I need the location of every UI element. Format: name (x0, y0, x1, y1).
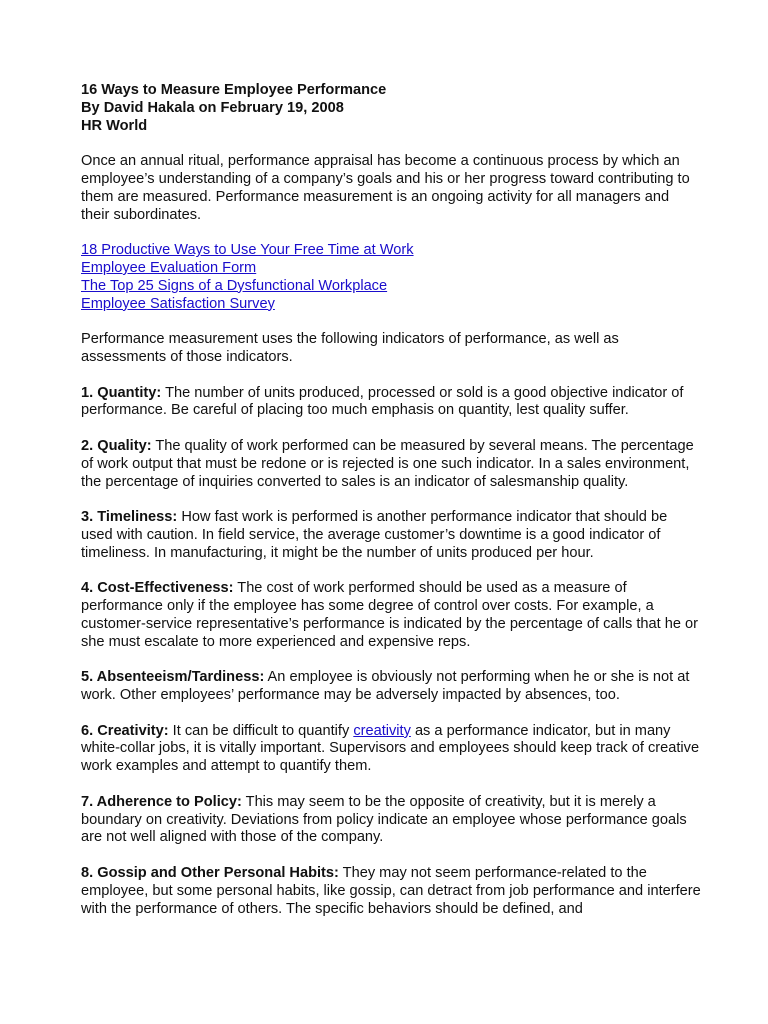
indicator-text: This may seem to be the opposite of creativity, but it is merely a boundary on creativity. Deviations from policy indicate an employee whose performance goals are not well aligned with those of the company. (81, 793, 687, 846)
indicator-text: The cost of work performed should be used as a measure of performance only if the employee has some degree of control over costs. For example, a customer-service representative’s performance is indicated by the percentage of calls that he or she must escalate to more experienced and expensive reps. (81, 580, 699, 650)
article-title: 16 Ways to Measure Employee Performance (81, 82, 387, 98)
indicator-title: 1. Quantity: (81, 384, 162, 401)
indicator-title: 4. Cost-Effectiveness: (81, 580, 234, 597)
link-employee-evaluation-form[interactable]: Employee Evaluation Form (81, 259, 257, 276)
link-dysfunctional-workplace[interactable]: The Top 25 Signs of a Dysfunctional Workplace (81, 277, 388, 294)
indicator-cost-effectiveness (81, 580, 701, 651)
indicator-title: 7. Adherence to Policy: (81, 793, 242, 810)
indicator-text: The number of units produced, processed or sold is a good objective indicator of performance. Be careful of placing too much emphasis on quantity, lest quality suffer. (81, 384, 684, 419)
indicator-absenteeism (81, 669, 701, 705)
indicator-timeliness (81, 509, 701, 562)
related-links (81, 242, 701, 313)
indicator-title: 5. Absenteeism/Tardiness: (81, 669, 265, 686)
indicator-creativity (81, 723, 701, 776)
indicator-title: 3. Timeliness: (81, 509, 178, 526)
intro-paragraph: Once an annual ritual, performance appraisal has become a continuous process by which an employee’s understanding of a company’s goals and his or her progress toward contributing to them are measured. Performance measurement is an ongoing activity for all managers and their subordinates. (81, 153, 690, 223)
indicator-text-after: as a performance indicator, but in many white-collar jobs, it is vitally important. Supervisors and employees should keep track of creative work examples and attempt to quantify them. (81, 722, 700, 775)
indicator-quantity (81, 385, 701, 421)
indicator-title: 8. Gossip and Other Personal Habits: (81, 865, 339, 882)
indicator-title: 6. Creativity: (81, 722, 169, 739)
indicator-gossip-habits (81, 865, 701, 918)
lead-in-paragraph: Performance measurement uses the following indicators of performance, as well as assessments of those indicators. (81, 331, 619, 365)
article-byline: By David Hakala on February 19, 2008 (81, 99, 344, 116)
indicator-quality (81, 438, 701, 491)
indicator-adherence-to-policy (81, 794, 701, 847)
indicator-title: 2. Quality: (81, 437, 152, 454)
article-source: HR World (81, 117, 148, 134)
indicator-text: The quality of work performed can be measured by several means. The percentage of work output that must be redone or is rejected is one such indicator. In a sales environment, the percentage of inquiries converted to sales is an indicator of salesmanship quality. (81, 437, 694, 490)
creativity-link[interactable]: creativity (353, 722, 411, 739)
indicator-text: They may not seem performance-related to the employee, but some personal habits, like gossip, can detract from job performance and interfere with the performance of others. The specific behaviors should be defined, and (81, 865, 701, 917)
indicator-text-before: It can be difficult to quantify (168, 722, 354, 739)
indicator-text: An employee is obviously not performing when he or she is not at work. Other employees’ performance may be adversely impacted by absences, too. (81, 669, 690, 704)
link-free-time-at-work[interactable]: 18 Productive Ways to Use Your Free Time at Work (81, 242, 414, 259)
document-page (81, 82, 701, 936)
indicator-text: How fast work is performed is another performance indicator that should be used with caution. In field service, the average customer’s downtime is a good indicator of timeliness. In manufacturing, it might be the number of units produced per hour. (81, 509, 668, 561)
link-employee-satisfaction-survey[interactable]: Employee Satisfaction Survey (81, 295, 275, 312)
